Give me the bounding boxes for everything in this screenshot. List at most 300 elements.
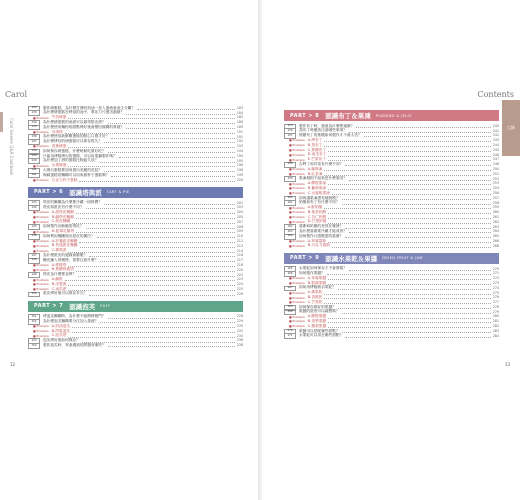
entry-page: 228 <box>236 314 243 319</box>
entry-page: 234 <box>236 333 243 338</box>
example-tag: ■ Example <box>289 147 305 152</box>
left-page <box>0 0 258 500</box>
part-title: 認識布丁＆果凍 <box>325 112 371 120</box>
entry-page: 266 <box>492 238 499 243</box>
leader-dots <box>342 197 491 200</box>
leader-dots <box>327 272 491 275</box>
leader-dots <box>342 311 491 314</box>
part-number: PART > 6 <box>34 189 64 196</box>
entry-page: 243 <box>492 138 499 143</box>
vertical-running-title: Carol Sweets Q&A Cookbook <box>9 118 14 176</box>
example-recipe: A.咖啡凍 <box>307 166 323 171</box>
example-tag: ■ Example <box>33 115 49 120</box>
example-tag: ■ Example <box>33 324 49 329</box>
left-toc <box>28 106 243 348</box>
example-tag: ■ Example <box>33 282 49 287</box>
entry-page: 251 <box>492 171 499 176</box>
entry-page: 204 <box>236 210 243 215</box>
part-number: PART > 9 <box>290 255 320 262</box>
entry-page: 185 <box>236 115 243 120</box>
entry-number: 167 <box>284 286 296 292</box>
example-tag: ■ Example <box>33 267 49 272</box>
leader-dots <box>78 274 235 277</box>
leader-dots <box>100 320 235 323</box>
leader-dots <box>328 282 491 285</box>
entry-page: 186 <box>236 120 243 125</box>
entry-page: 220 <box>236 267 243 272</box>
entry-question: 為什麼使用新鮮雞蛋做的點心口感才好？ <box>43 134 110 139</box>
example-tag: ■ Example <box>289 300 305 305</box>
entry-page: 238 <box>236 343 243 348</box>
leader-dots <box>108 121 235 124</box>
example-tag: ■ Example <box>289 138 305 143</box>
part-banner <box>284 110 499 121</box>
entry-question: 海綿蛋糕的麵糊可以用來做杯子蛋糕嗎？ <box>43 172 110 177</box>
leader-dots <box>76 269 235 272</box>
leader-dots <box>111 136 235 139</box>
example-tag: ■ Example <box>289 167 305 172</box>
entry-page: 276 <box>492 295 499 300</box>
entry-question: 果醬的甜度可以調整嗎？ <box>299 309 340 314</box>
example-tag: ■ Example <box>289 290 305 295</box>
entry-question: 為什麼磅蛋糕的表面可以做得很光滑？ <box>43 119 106 124</box>
leader-dots <box>68 288 234 291</box>
example-tag: ■ Example <box>33 287 49 292</box>
entry-question: 吉利丁和洋菜有什麼不同？ <box>299 161 344 166</box>
entry-question: 慕斯和奶酪的差別在哪裡？ <box>299 224 344 229</box>
leader-dots <box>68 335 234 338</box>
example-tag: ■ Example <box>289 314 305 319</box>
entry-page: 207 <box>236 219 243 224</box>
entry-number: 136 <box>28 134 40 140</box>
toc-entry <box>284 334 499 339</box>
entry-number: 165 <box>284 266 296 272</box>
entry-number: 149 <box>28 272 40 278</box>
entry-page: 280 <box>492 314 499 319</box>
example-recipe: 巧克力杯子蛋糕 <box>51 177 78 182</box>
leader-dots <box>364 134 491 137</box>
toc-list <box>28 106 243 183</box>
entry-question: 焦糖布丁的焦糖如何製作才不會太苦？ <box>299 133 362 138</box>
leader-dots <box>126 112 235 115</box>
example-tag: ■ Example <box>289 171 305 176</box>
entry-question: 為什麼派皮的邊緣會膨脹？ <box>43 253 88 258</box>
example-recipe: A.柳橙果醬 <box>307 314 327 319</box>
leader-dots <box>89 293 235 296</box>
entry-page: 229 <box>236 319 243 324</box>
entry-number: 143 <box>28 200 40 206</box>
leader-dots <box>111 174 235 177</box>
leader-dots <box>97 235 235 238</box>
entry-number: 162 <box>284 224 296 230</box>
example-tag: ■ Example <box>289 319 305 324</box>
entry-number: 169 <box>284 310 296 316</box>
entry-number: 138 <box>28 149 40 155</box>
entry-number: 166 <box>284 271 296 277</box>
entry-page: 195 <box>236 158 243 163</box>
entry-number: 142 <box>28 173 40 179</box>
entry-question: 如何保存磅蛋糕，什麼時候吃最好吃？ <box>43 148 106 153</box>
entry-number: 161 <box>284 200 296 206</box>
entry-number: 154 <box>28 343 40 349</box>
entry-number: 160 <box>284 196 296 202</box>
entry-page: 253 <box>492 181 499 186</box>
leader-dots <box>345 163 491 166</box>
leader-dots <box>328 211 491 214</box>
example-recipe: D.芒果奶酪 <box>307 219 327 224</box>
part-title: 認識泡芙 <box>69 302 96 311</box>
entry-page: 244 <box>492 142 499 147</box>
leader-dots <box>345 226 491 229</box>
entry-number: 147 <box>28 253 40 259</box>
toc-list <box>28 201 243 297</box>
leader-dots <box>345 335 491 338</box>
leader-dots <box>324 168 491 171</box>
corner-title: Carol <box>5 90 28 99</box>
example-recipe: C.焦糖布丁 <box>307 147 327 152</box>
entry-page: 268 <box>492 243 499 248</box>
entry-question: 派皮烤好後可以保存多久？ <box>43 291 88 296</box>
entry-page: 189 <box>236 124 243 129</box>
entry-question: 泡芙烤好後如何保存？ <box>43 338 80 343</box>
entry-page: 250 <box>492 166 499 171</box>
entry-page: 256 <box>492 190 499 195</box>
leader-dots <box>76 211 235 214</box>
leader-dots <box>86 226 235 229</box>
example-recipe: A.鹹派 <box>51 277 63 282</box>
entry-page: 275 <box>492 290 499 295</box>
example-recipe: B.葡萄果凍 <box>307 185 327 190</box>
corner-title: Contents <box>477 90 514 99</box>
example-recipe: 水果磅蛋 <box>51 163 67 168</box>
entry-question: 麵皮鋪入塔模時，需要注意什麼？ <box>43 257 99 262</box>
leader-dots <box>349 178 491 181</box>
part-english: TART & PIE <box>106 190 130 195</box>
page-number: 13 <box>504 362 510 367</box>
entry-question: 製作泡芙時，常會遇到的問題有哪些？ <box>43 343 106 348</box>
example-tag: ■ Example <box>289 157 305 162</box>
leader-dots <box>72 221 235 224</box>
entry-question: 為什麼磅蛋糕在烤焙的途中，要沾刀片畫出割線？ <box>43 110 125 115</box>
leader-dots <box>342 202 491 205</box>
example-tag: ■ Example <box>289 191 305 196</box>
toc-example-entry <box>284 244 499 249</box>
example-tag: ■ Example <box>33 263 49 268</box>
entry-page: 242 <box>492 133 499 138</box>
leader-dots <box>328 216 491 219</box>
entry-number: 155 <box>284 124 296 130</box>
leader-dots <box>332 245 491 248</box>
leader-dots <box>108 150 235 153</box>
example-recipe: A.檸檬塔 <box>51 262 67 267</box>
entry-page: 272 <box>492 276 499 281</box>
toc-example-entry <box>28 178 243 183</box>
entry-number: 164 <box>284 234 296 240</box>
leader-dots <box>328 187 491 190</box>
entry-number: 159 <box>284 176 296 182</box>
example-recipe: 香蕉磅蛋 <box>51 143 67 148</box>
example-recipe: C.芒果乾 <box>307 299 323 304</box>
example-tag: ■ Example <box>289 324 305 329</box>
leader-dots <box>68 250 234 253</box>
entry-page: 259 <box>492 205 499 210</box>
entry-page: 196 <box>236 163 243 168</box>
entry-page: 263 <box>492 224 499 229</box>
leader-dots <box>328 154 490 157</box>
leader-dots <box>349 230 491 233</box>
entry-question: 塔皮和派皮有什麼不同？ <box>43 205 84 210</box>
example-tag: ■ Example <box>289 181 305 186</box>
example-recipe: 牛奶磅蛋 <box>51 115 67 120</box>
entry-page: 226 <box>236 291 243 296</box>
entry-number: 144 <box>28 205 40 211</box>
leader-dots <box>328 149 491 152</box>
entry-page: 213 <box>236 243 243 248</box>
example-tag: ■ Example <box>33 229 49 234</box>
entry-page: 245 <box>492 147 499 152</box>
leader-dots <box>76 216 235 219</box>
example-tag: ■ Example <box>33 248 49 253</box>
entry-number: 133 <box>28 110 40 116</box>
part-number: PART > 7 <box>34 303 64 310</box>
leader-dots <box>108 344 235 347</box>
leader-dots <box>328 240 491 243</box>
example-recipe: A.奶油泡芙 <box>51 323 71 328</box>
leader-dots <box>104 169 235 172</box>
example-recipe: B.洋蔥派 <box>51 281 67 286</box>
entry-question: 為什麼使用麵粉的甜點烤好後會變回濕潤的質地？ <box>43 124 125 129</box>
leader-dots <box>345 235 491 238</box>
example-tag: ■ Example <box>33 277 49 282</box>
entry-page: 278 <box>492 304 499 309</box>
leader-dots <box>338 287 491 290</box>
part-english: DRIED FRUIT & JAM <box>382 256 423 261</box>
entry-page: 279 <box>492 309 499 314</box>
example-tag: ■ Example <box>33 215 49 220</box>
example-recipe: B.巧克力慕斯 <box>307 243 330 248</box>
entry-page: 218 <box>236 262 243 267</box>
leader-dots <box>68 145 234 148</box>
entry-page: 210 <box>236 234 243 239</box>
example-tag: ■ Example <box>33 129 49 134</box>
entry-question: 果凍凝固不起來是什麼原因？ <box>299 176 347 181</box>
example-recipe: B.奇異果醬 <box>307 319 327 324</box>
example-tag: ■ Example <box>33 333 49 338</box>
entry-page: 283 <box>492 328 499 333</box>
entry-page: 191 <box>236 129 243 134</box>
entry-page: 258 <box>492 200 499 205</box>
entry-page: 257 <box>492 195 499 200</box>
entry-question: 為什麼泡芙麵糊要分次加入蛋液？ <box>43 319 99 324</box>
entry-page: 183 <box>236 105 243 110</box>
example-recipe: C.泡芙塔 <box>51 333 67 338</box>
entry-number: 163 <box>284 229 296 235</box>
leader-dots <box>65 278 235 281</box>
leader-dots <box>119 155 235 158</box>
entry-question: 如何製作出酥脆的塔皮？ <box>43 224 84 229</box>
leader-dots <box>80 245 235 248</box>
example-tag: ■ Example <box>33 219 49 224</box>
example-recipe: A.蘋果乾 <box>307 290 323 295</box>
leader-dots <box>324 139 491 142</box>
example-recipe: D.藍莓乳酪塔 <box>51 229 75 234</box>
entry-page: 261 <box>492 214 499 219</box>
entry-question: 製作布丁時，蛋液為什麼要過篩？ <box>299 123 355 128</box>
entry-page: 194 <box>236 153 243 158</box>
entry-page: 236 <box>236 338 243 343</box>
example-recipe: A.甜塔皮麵團 <box>51 209 74 214</box>
example-recipe: C.鳳梨果醬 <box>307 323 327 328</box>
example-recipe: C.蘋果派 <box>51 248 67 253</box>
entry-page: 274 <box>492 285 499 290</box>
entry-page: 209 <box>236 229 243 234</box>
entry-page: 208 <box>236 224 243 229</box>
part-title: 認識塔與派 <box>69 188 102 197</box>
example-recipe: A.柳橙果凍 <box>307 181 327 186</box>
entry-question: 塔皮為什麼要盲烤？ <box>43 272 77 277</box>
leader-dots <box>342 330 491 333</box>
leader-dots <box>332 192 491 195</box>
entry-number: 171 <box>284 333 296 339</box>
example-recipe: D.南瓜布丁 <box>307 152 327 157</box>
leader-dots <box>68 164 234 167</box>
entry-question: 為什麼烤好的磅蛋糕可以保存很久？ <box>43 139 102 144</box>
toc-entry <box>28 343 243 348</box>
entry-number: 145 <box>28 224 40 230</box>
entry-page: 224 <box>236 282 243 287</box>
entry-page: 284 <box>492 333 499 338</box>
leader-dots <box>89 254 235 257</box>
entry-question: 烤泡芙麵糊時，為什麼不能開烤箱門？ <box>43 314 106 319</box>
entry-page: 277 <box>492 300 499 305</box>
leader-dots <box>126 126 235 129</box>
right-toc <box>284 106 499 339</box>
leader-dots <box>349 268 491 271</box>
entry-page: 271 <box>492 271 499 276</box>
entry-number: 146 <box>28 234 40 240</box>
example-tag: ■ Example <box>289 210 305 215</box>
example-recipe: B.蒸布丁 <box>307 142 323 147</box>
example-tag: ■ Example <box>289 243 305 248</box>
entry-page: 216 <box>236 253 243 258</box>
example-tag: ■ Example <box>289 276 305 281</box>
example-tag: ■ Example <box>33 239 49 244</box>
entry-number: 141 <box>28 168 40 174</box>
entry-question: 水果乾如何保存才不會發霉？ <box>299 266 347 271</box>
leader-dots <box>79 240 234 243</box>
entry-page: 262 <box>492 219 499 224</box>
leader-dots <box>100 259 235 262</box>
entry-page: 192 <box>236 139 243 144</box>
entry-number: 156 <box>284 128 296 134</box>
entry-question: 大理石蛋糕要如何做出美麗的花紋？ <box>43 167 102 172</box>
entry-number: 170 <box>284 329 296 335</box>
example-tag: ■ Example <box>33 177 49 182</box>
leader-dots <box>76 230 235 233</box>
entry-question: 如何製作口感輕盈的慕斯？ <box>299 233 344 238</box>
example-recipe: E.芒果布丁 <box>307 157 326 162</box>
entry-number: 150 <box>28 292 40 298</box>
example-recipe: 可頌塔 <box>51 129 63 134</box>
example-tag: ■ Example <box>289 143 305 148</box>
entry-page: 247 <box>492 157 499 162</box>
entry-page: 203 <box>236 205 243 210</box>
entry-question: 如何用烤箱做水果乾？ <box>299 285 336 290</box>
leader-dots <box>86 206 235 209</box>
entry-page: 212 <box>236 238 243 243</box>
example-tag: ■ Example <box>33 144 49 149</box>
part-english: PUFF <box>100 304 111 309</box>
entry-page: 202 <box>236 200 243 205</box>
entry-page: 264 <box>492 229 499 234</box>
example-tag: ■ Example <box>33 243 49 248</box>
entry-number: 132 <box>28 106 40 112</box>
entry-page: 232 <box>236 328 243 333</box>
entry-page: 265 <box>492 234 499 239</box>
leader-dots <box>324 301 490 304</box>
example-recipe: B.抹茶奶酪 <box>307 209 327 214</box>
example-tag: ■ Example <box>289 239 305 244</box>
entry-page: 282 <box>492 324 499 329</box>
part-banner <box>28 187 243 198</box>
entry-page: 281 <box>492 319 499 324</box>
example-recipe: A.鮮奶酪 <box>307 205 323 210</box>
part-banner <box>284 253 499 264</box>
right-page <box>262 0 520 500</box>
entry-page: 200 <box>236 177 243 182</box>
leader-dots <box>72 325 235 328</box>
example-recipe: A.草莓慕斯 <box>307 238 327 243</box>
entry-page: 217 <box>236 258 243 263</box>
leader-dots <box>104 140 235 143</box>
leader-dots <box>324 144 490 147</box>
part-title: 認識水果乾＆果醬 <box>325 254 378 263</box>
entry-question: 製作磅蛋糕，為什麼打發的奶油一加入蛋液會產生分離？ <box>43 105 136 110</box>
entry-question: 如何利用麵團做出派皮的層次？ <box>43 233 95 238</box>
example-tag: ■ Example <box>289 219 305 224</box>
entry-page: 248 <box>492 162 499 167</box>
example-recipe: B.焦糖核桃塔 <box>51 267 74 272</box>
example-recipe: C.南瓜派 <box>51 286 67 291</box>
toc-list <box>28 315 243 349</box>
leader-dots <box>72 330 235 333</box>
entry-number: 152 <box>28 319 40 325</box>
entry-number: 157 <box>284 133 296 139</box>
leader-dots <box>68 283 234 286</box>
leader-dots <box>356 125 491 128</box>
leader-dots <box>324 206 491 209</box>
leader-dots <box>79 179 234 182</box>
entry-page: 246 <box>492 152 499 157</box>
entry-number: 148 <box>28 258 40 264</box>
entry-page: 270 <box>492 266 499 271</box>
entry-number: 158 <box>284 162 296 168</box>
leader-dots <box>328 325 491 328</box>
entry-number: 140 <box>28 158 40 164</box>
entry-question: 水果乾可以用在哪些甜點？ <box>299 333 344 338</box>
entry-question: 塔皮的麵團為什麼要冷藏一段時間？ <box>43 200 102 205</box>
example-recipe: C.水蜜桃果凍 <box>307 190 330 195</box>
example-tag: ■ Example <box>289 186 305 191</box>
leader-dots <box>328 277 491 280</box>
part-english: PUDDING & JELLY <box>375 113 412 118</box>
toc-entry <box>28 292 243 297</box>
leader-dots <box>328 316 491 319</box>
left-edge-stripe <box>0 112 3 132</box>
example-recipe: B.鹹塔皮麵團 <box>51 214 74 219</box>
entry-question: 果醬可以搭配哪些甜點？ <box>299 328 340 333</box>
example-tag: ■ Example <box>289 205 305 210</box>
